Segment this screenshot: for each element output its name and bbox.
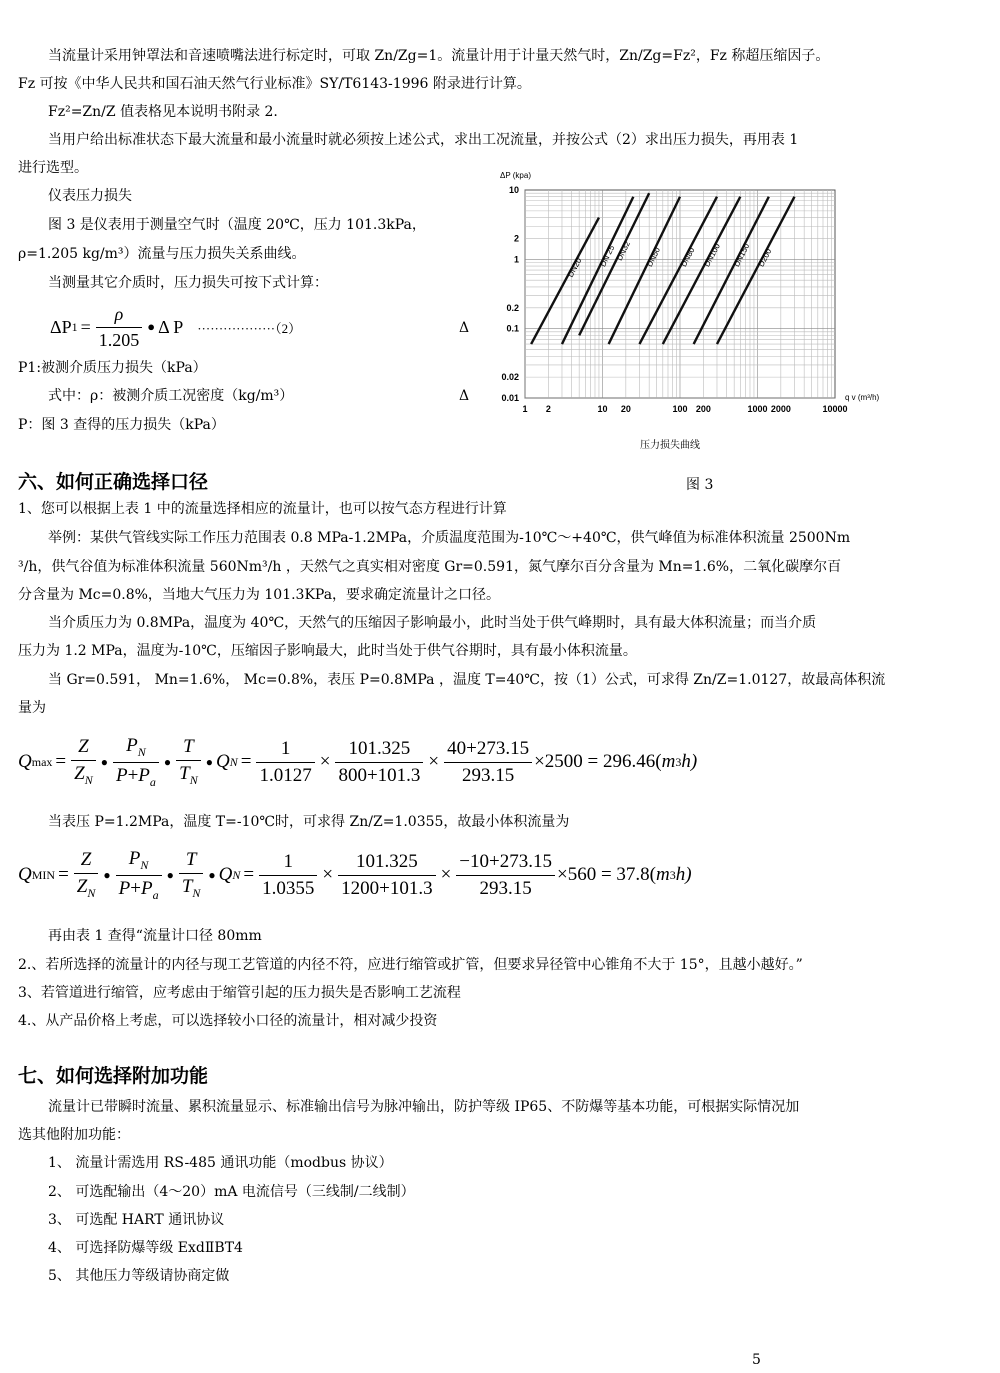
chart-y-tick: 0.02 <box>501 372 519 383</box>
paragraph-4: 仪表压力损失 <box>48 188 132 204</box>
qmax-frac-p: $\frac{P_N}{P+P_a}$ <box>113 735 159 790</box>
section-6-line-2c: 分含量为 Mc=0.8%，当地大气压力为 101.3KPa，要求确定流量计之口径。 <box>18 587 501 603</box>
chart-series-label: DN80 <box>679 246 697 269</box>
qmax-eq: = <box>55 751 67 772</box>
paragraph-6: 当测量其它介质时，压力损失可按下式计算： <box>48 275 328 291</box>
qmax-frac-t: $\frac{T}{T_N}$ <box>176 736 201 788</box>
qmin-frac-v2: $\frac{101.325}{1200+101.3}$ <box>338 851 435 900</box>
qmin-q: Q <box>18 864 32 885</box>
chart-x-tick: 2 <box>545 404 551 414</box>
qmin-frac-v1: $\frac{1}{1.0355}$ <box>259 851 317 900</box>
paragraph-8: 式中：ρ：被测介质工况密度（kg/m³） <box>48 388 294 404</box>
page-number: 5 <box>752 1352 761 1368</box>
paragraph-1b: Fz 可按《中华人民共和国石油天然气行业标准》SY/T6143-1996 附录进行计算。 <box>18 76 531 92</box>
paragraph-3b: 进行选型。 <box>18 160 88 176</box>
chart-x-tick: 100 <box>672 404 688 414</box>
qmin-frac-t: $\frac{T}{T_N}$ <box>179 849 204 901</box>
qmax-q: Q <box>18 751 32 772</box>
chart-y-tick: 10 <box>508 185 519 195</box>
section-7-item-4: 4、 可选择防爆等级 ExdⅡBT4 <box>48 1240 243 1256</box>
paragraph-1a: 当流量计采用钟罩法和音速喷嘴法进行标定时，可取 Zn/Zg=1。流量计用于计量天然气时，Zn/Zg=Fz²，Fz 称超压缩因子。 <box>48 48 830 64</box>
chart-series-line <box>609 197 680 344</box>
section-6-line-6: 再由表 1 查得“流量计口径 80mm <box>48 928 262 944</box>
formula-2-num: ρ <box>114 303 124 324</box>
chart-ticks <box>501 185 847 414</box>
chart-x-tick: 20 <box>620 404 631 414</box>
paragraph-2: Fz²=Zn/Z 值表格见本说明书附录 2. <box>48 104 278 120</box>
section-6-line-9: 4.、从产品价格上考虑，可以选择较小口径的流量计，相对减少投资 <box>18 1013 438 1029</box>
chart-x-tick: 10 <box>597 404 608 414</box>
chart-x-tick: 1000 <box>747 404 768 414</box>
section-7-item-1: 1、 流量计需选用 RS-485 通讯功能（modbus 协议） <box>48 1155 393 1171</box>
delta-symbol-2: Δ <box>459 388 470 404</box>
section-7-item-5: 5、 其他压力等级请协商定做 <box>48 1268 230 1284</box>
section-7-item-2: 2、 可选配输出（4～20）mA 电流信号（三线制/二线制） <box>48 1184 415 1200</box>
formula-2-lhs-sub: 1 <box>71 319 78 334</box>
section-6-line-3b: 压力为 1.2 MPa，温度为-10℃，压缩因子影响最大，此时当处于供气谷期时，具有最小体积流量。 <box>18 643 637 659</box>
formula-2-eq: = <box>80 316 91 337</box>
qmax-q-sub: max <box>31 754 53 769</box>
qmax-frac-v2: $\frac{101.325}{800+101.3}$ <box>335 738 423 787</box>
chart-x-tick: 200 <box>695 404 711 414</box>
formula-2-lhs: ΔP <box>50 316 72 337</box>
formula-2-den: 1.205 <box>98 329 140 350</box>
chart-y-tick: 2 <box>513 233 519 244</box>
formula-2-tag: ··················（2） <box>197 320 302 336</box>
equation-qmax: Q max = $\frac{Z}{Z_N}$ ● $\frac{P_N}{P+P_a}$ ● $\frac{T}{T_N}$ ● Q N = $\frac{1}{1.0127}$ × $\frac{101.325}{800+101.3}$ × $\frac{40+273.15}{293.15}$ ×2500 = 296.46( m 3 h) <box>18 734 698 789</box>
chart-series-line <box>531 218 599 344</box>
section-7-intro-b: 选其他附加功能： <box>18 1127 130 1143</box>
chart-title: 压力损失曲线 <box>640 440 700 451</box>
section-6-line-4b: 量为 <box>18 700 46 716</box>
chart-x-tick: 10000 <box>822 404 848 414</box>
chart-x-tick: 2000 <box>770 404 791 414</box>
paragraph-5a: 图 3 是仪表用于测量空气时（温度 20℃，压力 101.3kPa， <box>48 217 426 233</box>
chart-series-line <box>579 193 649 335</box>
chart-grid <box>525 190 835 398</box>
chart-xlabel: q v (m³/h) <box>845 393 880 402</box>
chart-x-tick: 1 <box>522 404 528 414</box>
paragraph-3a: 当用户给出标准状态下最大流量和最小流量时就必须按上述公式，求出工况流量，并按公式（2）求出压力损失，再用表 1 <box>48 132 799 148</box>
qmin-frac-z: $\frac{Z}{Z_N}$ <box>74 849 99 901</box>
qmax-frac-v1: $\frac{1}{1.0127}$ <box>256 738 314 787</box>
section-6-line-3a: 当介质压力为 0.8MPa，温度为 40℃，天然气的压缩因子影响最小，此时当处于供气峰期时，具有最大体积流量；而当介质 <box>48 615 817 631</box>
chart-y-tick: 0.2 <box>506 302 519 313</box>
section-6-line-5: 当表压 P=1.2MPa，温度 T=-10℃时，可求得 Zn/Z=1.0355，故最小体积流量为 <box>48 814 570 830</box>
section-6-line-2b: ³/h，供气谷值为标准体积流量 560Nm³/h ，天然气之真实相对密度 Gr=0.591，氮气摩尔百分含量为 Mn=1.6%，二氧化碳摩尔百 <box>18 559 842 575</box>
section-7-title: 七、如何选择附加功能 <box>18 1065 209 1087</box>
chart-y-tick: 1 <box>513 254 519 265</box>
paragraph-7: P1:被测介质压力损失（kPa） <box>18 360 207 376</box>
chart-y-tick: 0.01 <box>501 393 519 403</box>
formula-2 <box>50 298 301 356</box>
chart-series-label: DN32 <box>614 239 632 263</box>
chart-series-label: D200 <box>756 247 774 269</box>
section-7-intro-a: 流量计已带瞬时流量、累积流量显示、标准输出信号为脉冲输出，防护等级 IP65、不防爆等基本功能，可根据实际情况加 <box>48 1099 800 1115</box>
qmax-tail: ×2500 = 296.46( <box>534 751 662 772</box>
section-6-line-2a: 举例：某供气管线实际工作压力范围表 0.8 MPa-1.2MPa，介质温度范围为-10℃～+40℃，供气峰值为标准体积流量 2500Nm <box>48 530 851 546</box>
formula-2-fraction <box>96 304 143 351</box>
section-7-item-3: 3、 可选配 HART 通讯协议 <box>48 1212 225 1228</box>
equation-qmin: Q MIN = $\frac{Z}{Z_N}$ ● $\frac{P_N}{P+P_a}$ ● $\frac{T}{T_N}$ ● Q N = $\frac{1}{1.0355}$ × $\frac{101.325}{1200+101.3}$ × $\frac{-10+273.15}{293.15}$ ×560 = 37.8( m 3 h) <box>18 847 692 902</box>
qmin-q-sub: MIN <box>31 867 56 882</box>
qmax-frac-v3: $\frac{40+273.15}{293.15}$ <box>444 738 532 787</box>
qmin-frac-p: $\frac{P_N}{P+P_a}$ <box>116 848 162 903</box>
chart-series-label: DN150 <box>732 242 752 269</box>
qmin-tail: ×560 = 37.8( <box>556 864 656 885</box>
paragraph-9: P：图 3 查得的压力损失（kPa） <box>18 417 225 433</box>
section-6-line-1: 1、您可以根据上表 1 中的流量选择相应的流量计，也可以按气态方程进行计算 <box>18 501 507 517</box>
section-6-title: 六、如何正确选择口径 <box>18 471 209 493</box>
chart-series-label: DN100 <box>702 242 722 269</box>
formula-2-dot: ● <box>147 319 156 334</box>
qmin-frac-v3: $\frac{-10+273.15}{293.15}$ <box>456 851 555 900</box>
figure-caption: 图 3 <box>686 477 714 493</box>
section-6-line-7: 2.、若所选择的流量计的内径与现工艺管道的内径不符，应进行缩管或扩管，但要求异径管中心锥角不大于 15°，且越小越好。” <box>18 957 803 973</box>
chart-y-tick: 0.1 <box>506 323 519 334</box>
paragraph-5b: ρ=1.205 kg/m³）流量与压力损失关系曲线。 <box>18 246 306 262</box>
chart-series-label: DN50 <box>645 245 663 269</box>
qmax-frac-z: $\frac{Z}{Z_N}$ <box>71 736 96 788</box>
chart-series-label: DN20 <box>565 256 584 279</box>
chart-series-label: DN 25 <box>598 243 617 269</box>
qmin-eq: = <box>58 864 69 885</box>
chart-ylabel: ΔP (kpa) <box>500 171 531 180</box>
section-6-line-4a: 当 Gr=0.591， Mn=1.6%， Mc=0.8%，表压 P=0.8MPa ，温度 T=40℃，按（1）公式，可求得 Zn/Z=1.0127，故最高体积流 <box>48 672 886 688</box>
section-6-line-8: 3、若管道进行缩管，应考虑由于缩管引起的压力损失是否影响工艺流程 <box>18 985 461 1001</box>
formula-2-rhs: Δ P <box>158 316 184 337</box>
pressure-loss-chart <box>480 168 900 453</box>
delta-symbol-1: Δ <box>459 320 470 336</box>
